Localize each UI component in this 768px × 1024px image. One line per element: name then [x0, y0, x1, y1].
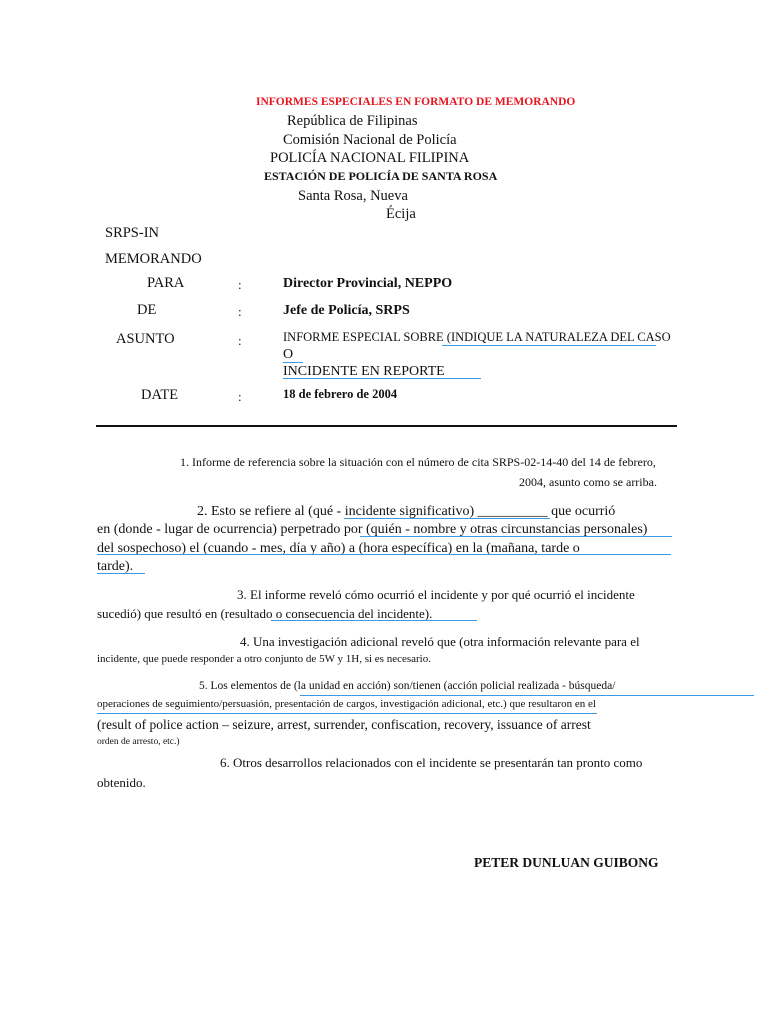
- header-police: POLICÍA NACIONAL FILIPINA: [270, 150, 470, 166]
- document-title: INFORMES ESPECIALES EN FORMATO DE MEMORANDO: [256, 96, 576, 108]
- asunto-line2: O: [283, 347, 294, 362]
- de-value: Jefe de Policía, SRPS: [283, 303, 410, 318]
- date-label: DATE: [141, 387, 179, 403]
- paragraph-5-line3: (result of police action – seizure, arrest, surrender, confiscation, recovery, issuance of arrest: [97, 717, 591, 732]
- p2-underline-4: [97, 573, 145, 574]
- p3-underline: [271, 620, 477, 621]
- memo-label: MEMORANDO: [105, 251, 202, 267]
- paragraph-2-line4: tarde).: [97, 559, 134, 574]
- header-republic: República de Filipinas: [287, 113, 418, 129]
- p5-underline-1: [300, 695, 754, 696]
- header-location: Santa Rosa, Nueva: [298, 188, 408, 204]
- de-label: DE: [137, 302, 157, 318]
- paragraph-4-line2: incidente, que puede responder a otro conjunto de 5W y 1H, si es necesario.: [97, 653, 431, 665]
- header-location-cont: Écija: [386, 206, 416, 222]
- header-station: ESTACIÓN DE POLICÍA DE SANTA ROSA: [264, 169, 498, 183]
- paragraph-5-line2: operaciones de seguimiento/persuasión, presentación de cargos, investigación adicional, etc.) que resultaron en el: [97, 698, 596, 710]
- de-colon: :: [238, 304, 242, 319]
- asunto-line3: INCIDENTE EN REPORTE: [283, 364, 445, 379]
- reference-code: SRPS-IN: [105, 225, 159, 241]
- header-divider: [96, 425, 677, 427]
- p5-underline-2: [97, 713, 597, 714]
- paragraph-2-line2: en (donde - lugar de ocurrencia) perpetrado por (quién - nombre y otras circunstancias personales): [97, 522, 648, 537]
- date-colon: :: [238, 389, 242, 404]
- paragraph-5-line4: orden de arresto, etc.): [97, 737, 180, 747]
- asunto-underline-1: [442, 345, 656, 346]
- asunto-label: ASUNTO: [116, 331, 175, 347]
- paragraph-6-line2: obtenido.: [97, 775, 146, 790]
- p2-underline-2: [360, 536, 672, 537]
- p2-underline-1: [344, 518, 550, 519]
- paragraph-2-line3: del sospechoso) el (cuando - mes, día y año) a (hora específica) en la (mañana, tarde o: [97, 541, 580, 556]
- paragraph-3-line2: sucedió) que resultó en (resultado o consecuencia del incidente).: [97, 606, 433, 621]
- para-colon: :: [238, 277, 242, 292]
- asunto-underline-3: [283, 378, 481, 379]
- paragraph-1-line1: 1. Informe de referencia sobre la situación con el número de cita SRPS-02-14-40 del 14 de febrero,: [180, 455, 656, 469]
- para-value: Director Provincial, NEPPO: [283, 276, 453, 291]
- header-commission: Comisión Nacional de Policía: [283, 132, 457, 148]
- paragraph-5-line1: 5. Los elementos de (la unidad en acción) son/tienen (acción policial realizada - búsqueda/: [199, 680, 616, 692]
- paragraph-3-line1: 3. El informe reveló cómo ocurrió el incidente y por qué ocurrió el incidente: [237, 587, 635, 602]
- asunto-colon: :: [238, 333, 242, 348]
- date-value: 18 de febrero de 2004: [283, 387, 398, 401]
- asunto-underline-2: [283, 362, 303, 363]
- paragraph-1-line2: 2004, asunto como se arriba.: [519, 475, 657, 489]
- para-label: PARA: [147, 275, 185, 291]
- asunto-line1: INFORME ESPECIAL SOBRE (INDIQUE LA NATURALEZA DEL CASO: [283, 330, 671, 344]
- paragraph-6-line1: 6. Otros desarrollos relacionados con el incidente se presentarán tan pronto como: [220, 755, 643, 770]
- p2-underline-3: [97, 554, 671, 555]
- paragraph-4-line1: 4. Una investigación adicional reveló que (otra información relevante para el: [240, 634, 640, 649]
- signature-name: PETER DUNLUAN GUIBONG: [474, 855, 659, 870]
- paragraph-2-line1: 2. Esto se refiere al (qué - incidente significativo) __________ que ocurrió: [197, 504, 616, 519]
